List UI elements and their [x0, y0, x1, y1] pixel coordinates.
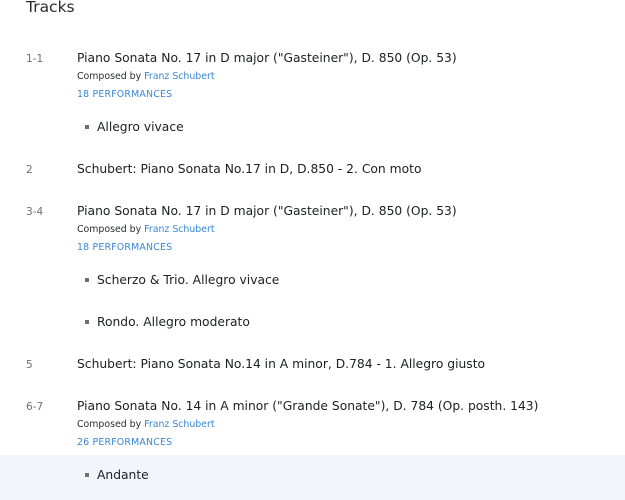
movement-item[interactable] [85, 315, 250, 329]
composed-by-line [77, 224, 215, 235]
composed-by-label: Composed by [77, 224, 142, 235]
movement-row-highlighted[interactable] [0, 455, 625, 500]
track-title[interactable]: Schubert: Piano Sonata No.14 in A minor, D.784 - 1. Allegro giusto [77, 357, 486, 371]
movement-item[interactable] [85, 273, 279, 287]
bullet-icon [85, 320, 89, 324]
bullet-icon [85, 278, 89, 282]
track-number: 2 [26, 164, 33, 176]
performances-link[interactable]: 26 PERFORMANCES [77, 437, 173, 448]
movement-item[interactable] [85, 468, 149, 482]
composer-link[interactable]: Franz Schubert [144, 224, 215, 235]
bullet-icon [85, 473, 89, 477]
composer-link[interactable]: Franz Schubert [144, 71, 215, 82]
movement-label: Allegro vivace [97, 120, 184, 134]
composed-by-label: Composed by [77, 419, 142, 430]
track-number: 6-7 [26, 401, 44, 413]
bullet-icon [85, 125, 89, 129]
composed-by-label: Composed by [77, 71, 142, 82]
movement-label: Rondo. Allegro moderato [97, 315, 250, 329]
track-title[interactable]: Piano Sonata No. 14 in A minor ("Grande Sonate"), D. 784 (Op. posth. 143) [77, 399, 539, 413]
performances-link[interactable]: 18 PERFORMANCES [77, 242, 173, 253]
composer-link[interactable]: Franz Schubert [144, 419, 215, 430]
track-title[interactable]: Piano Sonata No. 17 in D major ("Gasteiner"), D. 850 (Op. 53) [77, 51, 457, 65]
composed-by-line [77, 71, 215, 82]
track-number: 3-4 [26, 206, 44, 218]
track-title[interactable]: Schubert: Piano Sonata No.17 in D, D.850 - 2. Con moto [77, 162, 422, 176]
movement-label: Andante [97, 468, 149, 482]
track-title[interactable]: Piano Sonata No. 17 in D major ("Gasteiner"), D. 850 (Op. 53) [77, 204, 457, 218]
performances-link[interactable]: 18 PERFORMANCES [77, 89, 173, 100]
section-title: Tracks [26, 0, 75, 16]
track-number: 5 [26, 359, 33, 371]
composed-by-line [77, 419, 215, 430]
movement-item[interactable] [85, 120, 184, 134]
movement-label: Scherzo & Trio. Allegro vivace [97, 273, 280, 287]
track-number: 1-1 [26, 53, 44, 65]
